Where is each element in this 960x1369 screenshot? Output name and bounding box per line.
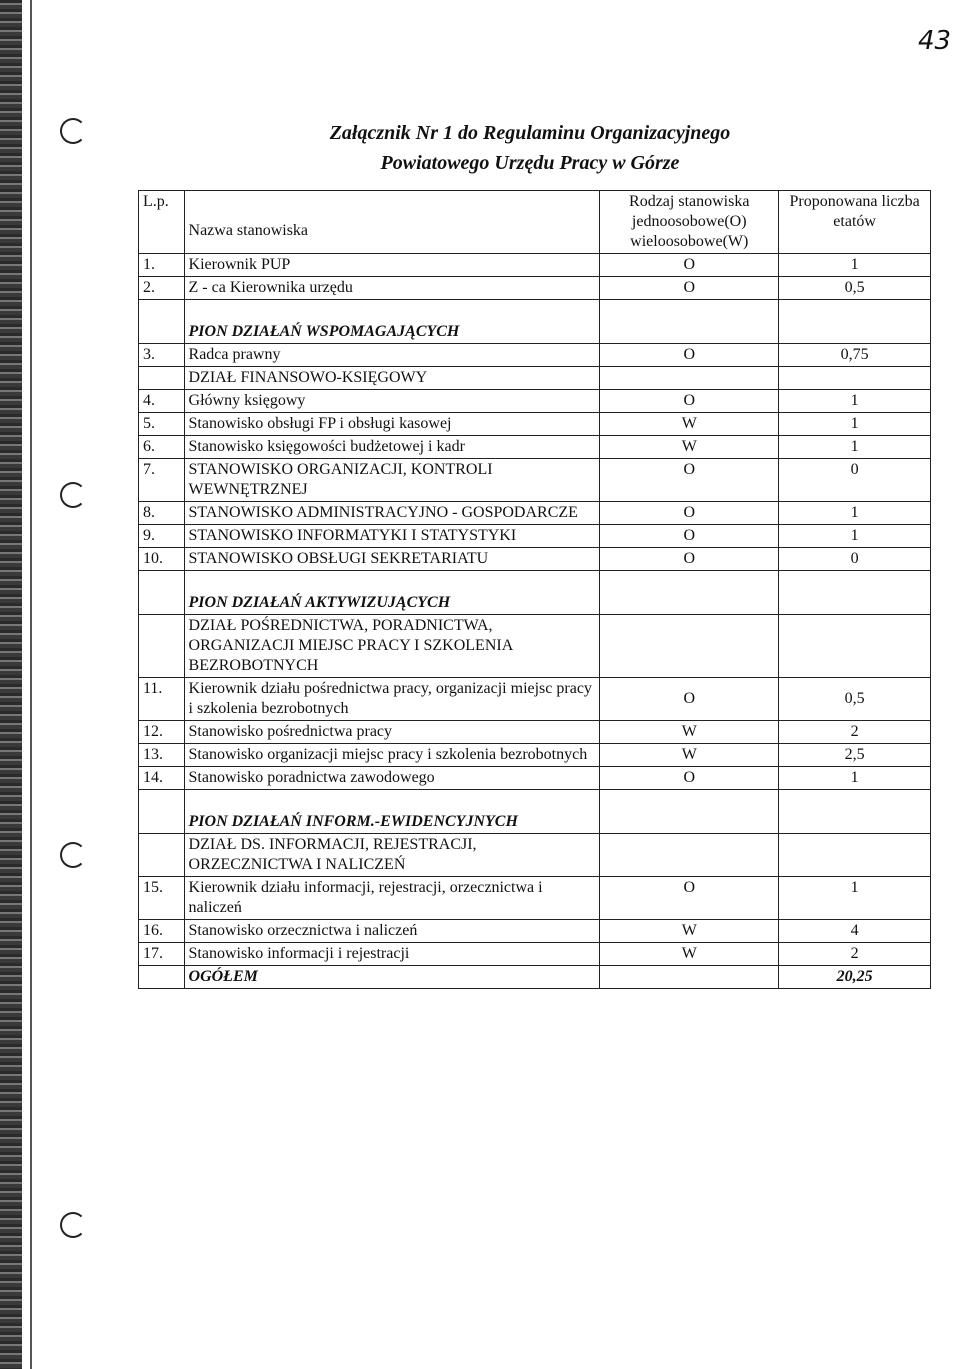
cell-count: 2 <box>779 721 931 744</box>
cell-empty <box>139 571 185 615</box>
cell-name: Stanowisko informacji i rejestracji <box>184 943 600 966</box>
cell-name: STANOWISKO ADMINISTRACYJNO - GOSPODARCZE <box>184 502 600 525</box>
cell-type: O <box>600 525 779 548</box>
table-row <box>139 344 931 367</box>
cell-type: W <box>600 920 779 943</box>
dept-row <box>139 615 931 678</box>
cell-lp: 17. <box>139 943 185 966</box>
header-line-2: Powiatowego Urzędu Pracy w Górze <box>380 152 680 174</box>
table-row <box>139 548 931 571</box>
cell-empty <box>600 615 779 678</box>
punch-hole-mark <box>60 842 86 868</box>
cell-type: O <box>600 277 779 300</box>
section-row <box>139 571 931 615</box>
table-row <box>139 436 931 459</box>
cell-empty <box>139 367 185 390</box>
cell-empty <box>779 300 931 344</box>
cell-lp: 9. <box>139 525 185 548</box>
cell-lp: 1. <box>139 254 185 277</box>
col-count: Proponowana liczba etatów <box>779 191 931 254</box>
cell-type: O <box>600 344 779 367</box>
cell-type: O <box>600 254 779 277</box>
dept-title: DZIAŁ FINANSOWO-KSIĘGOWY <box>184 367 600 390</box>
page-number: 43 <box>918 26 952 56</box>
cell-empty <box>600 790 779 834</box>
cell-lp: 7. <box>139 459 185 502</box>
table-row <box>139 459 931 502</box>
cell-type: W <box>600 943 779 966</box>
dept-row <box>139 367 931 390</box>
table-row <box>139 920 931 943</box>
cell-type: O <box>600 678 779 721</box>
cell-count: 1 <box>779 390 931 413</box>
cell-lp: 16. <box>139 920 185 943</box>
col-lp: L.p. <box>139 191 185 254</box>
cell-name: STANOWISKO OBSŁUGI SEKRETARIATU <box>184 548 600 571</box>
cell-type: O <box>600 502 779 525</box>
document-header <box>140 118 920 178</box>
header-line-1: Załącznik Nr 1 do Regulaminu Organizacyjnego <box>329 122 731 144</box>
cell-lp: 5. <box>139 413 185 436</box>
cell-type: W <box>600 744 779 767</box>
cell-type: O <box>600 390 779 413</box>
cell-lp: 13. <box>139 744 185 767</box>
cell-name: Stanowisko orzecznictwa i naliczeń <box>184 920 600 943</box>
section-title: PION DZIAŁAŃ AKTYWIZUJĄCYCH <box>184 571 600 615</box>
cell-empty <box>779 571 931 615</box>
cell-lp: 8. <box>139 502 185 525</box>
table-row <box>139 877 931 920</box>
cell-empty <box>139 615 185 678</box>
cell-count: 2 <box>779 943 931 966</box>
cell-empty <box>779 790 931 834</box>
cell-count: 0,5 <box>779 678 931 721</box>
punch-hole-mark <box>60 482 86 508</box>
cell-empty <box>600 966 779 989</box>
cell-type: O <box>600 767 779 790</box>
cell-lp: 3. <box>139 344 185 367</box>
table-row <box>139 525 931 548</box>
section-title: PION DZIAŁAŃ INFORM.-EWIDENCYJNYCH <box>184 790 600 834</box>
total-value: 20,25 <box>779 966 931 989</box>
cell-empty <box>139 790 185 834</box>
table-row <box>139 502 931 525</box>
cell-empty <box>139 966 185 989</box>
table-row <box>139 277 931 300</box>
cell-empty <box>600 571 779 615</box>
table-header-row <box>139 191 931 254</box>
cell-name: Kierownik działu pośrednictwa pracy, organizacji miejsc pracy i szkolenia bezrobotnych <box>184 678 600 721</box>
cell-name: Stanowisko pośrednictwa pracy <box>184 721 600 744</box>
cell-name: Stanowisko organizacji miejsc pracy i szkolenia bezrobotnych <box>184 744 600 767</box>
section-row <box>139 300 931 344</box>
cell-empty <box>779 834 931 877</box>
cell-empty <box>779 615 931 678</box>
cell-name: Kierownik działu informacji, rejestracji, orzecznictwa i naliczeń <box>184 877 600 920</box>
scan-binding-edge <box>0 0 22 1369</box>
table-row <box>139 413 931 436</box>
table-row <box>139 254 931 277</box>
cell-empty <box>600 834 779 877</box>
cell-empty <box>139 300 185 344</box>
cell-lp: 4. <box>139 390 185 413</box>
cell-name: Kierownik PUP <box>184 254 600 277</box>
cell-count: 1 <box>779 254 931 277</box>
punch-hole-mark <box>60 118 86 144</box>
positions-table <box>138 190 931 989</box>
cell-type: W <box>600 413 779 436</box>
table-row <box>139 721 931 744</box>
cell-lp: 2. <box>139 277 185 300</box>
cell-count: 0,75 <box>779 344 931 367</box>
cell-count: 1 <box>779 767 931 790</box>
cell-name: Z - ca Kierownika urzędu <box>184 277 600 300</box>
cell-lp: 15. <box>139 877 185 920</box>
cell-name: STANOWISKO ORGANIZACJI, KONTROLI WEWNĘTRZNEJ <box>184 459 600 502</box>
cell-name: STANOWISKO INFORMATYKI I STATYSTYKI <box>184 525 600 548</box>
margin-line <box>30 0 32 1369</box>
cell-count: 2,5 <box>779 744 931 767</box>
total-label: OGÓŁEM <box>184 966 600 989</box>
cell-type: O <box>600 459 779 502</box>
cell-count: 1 <box>779 413 931 436</box>
table-row <box>139 678 931 721</box>
cell-lp: 10. <box>139 548 185 571</box>
table-row <box>139 943 931 966</box>
cell-empty <box>139 834 185 877</box>
cell-name: Główny księgowy <box>184 390 600 413</box>
table-row <box>139 767 931 790</box>
cell-type: O <box>600 548 779 571</box>
total-row <box>139 966 931 989</box>
cell-name: Stanowisko księgowości budżetowej i kadr <box>184 436 600 459</box>
cell-type: W <box>600 436 779 459</box>
table-row <box>139 744 931 767</box>
cell-empty <box>779 367 931 390</box>
col-type: Rodzaj stanowiska jednoosobowe(O) wieloosobowe(W) <box>600 191 779 254</box>
cell-type: O <box>600 877 779 920</box>
cell-count: 1 <box>779 436 931 459</box>
dept-row <box>139 834 931 877</box>
cell-lp: 6. <box>139 436 185 459</box>
cell-empty <box>600 300 779 344</box>
section-title: PION DZIAŁAŃ WSPOMAGAJĄCYCH <box>184 300 600 344</box>
cell-count: 1 <box>779 877 931 920</box>
cell-lp: 11. <box>139 678 185 721</box>
cell-name: Stanowisko obsługi FP i obsługi kasowej <box>184 413 600 436</box>
cell-name: Radca prawny <box>184 344 600 367</box>
punch-hole-mark <box>60 1212 86 1238</box>
cell-count: 1 <box>779 525 931 548</box>
cell-count: 0 <box>779 548 931 571</box>
col-name: Nazwa stanowiska <box>184 191 600 254</box>
cell-count: 4 <box>779 920 931 943</box>
cell-type: W <box>600 721 779 744</box>
section-row <box>139 790 931 834</box>
cell-count: 0,5 <box>779 277 931 300</box>
table-row <box>139 390 931 413</box>
dept-title: DZIAŁ POŚREDNICTWA, PORADNICTWA, ORGANIZACJI MIEJSC PRACY I SZKOLENIA BEZROBOTNYCH <box>184 615 600 678</box>
cell-empty <box>600 367 779 390</box>
cell-lp: 14. <box>139 767 185 790</box>
dept-title: DZIAŁ DS. INFORMACJI, REJESTRACJI, ORZECZNICTWA I NALICZEŃ <box>184 834 600 877</box>
cell-count: 1 <box>779 502 931 525</box>
cell-name: Stanowisko poradnictwa zawodowego <box>184 767 600 790</box>
cell-lp: 12. <box>139 721 185 744</box>
cell-count: 0 <box>779 459 931 502</box>
